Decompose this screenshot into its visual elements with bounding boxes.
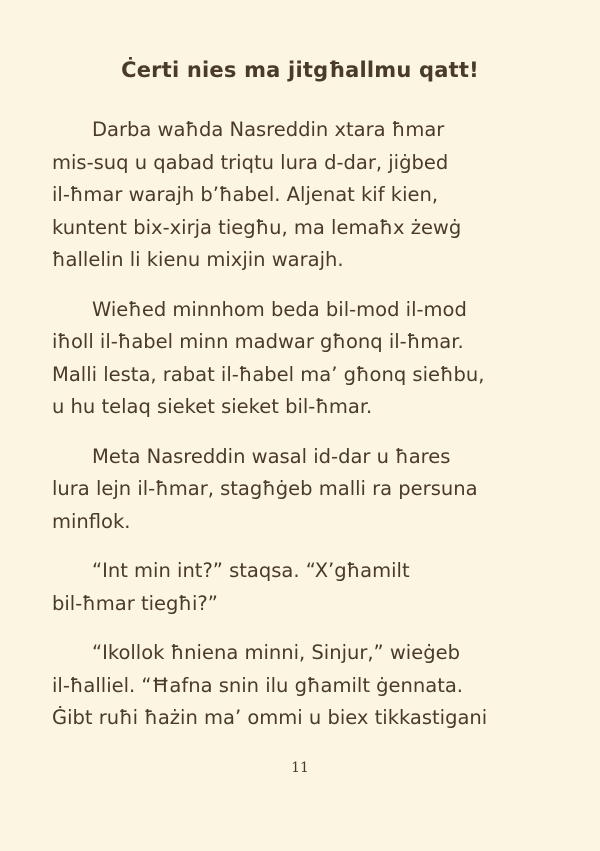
text-line: ħallelin li kienu mixjin warajh. bbox=[52, 248, 344, 271]
text-line: mis-suq u qabad triqtu lura d-dar, jiġbed bbox=[52, 150, 449, 174]
text-line: “Ikollok ħniena minni, Sinjur,” wieġeb bbox=[92, 641, 460, 664]
paragraph-2 bbox=[52, 294, 552, 424]
paragraph-3 bbox=[52, 441, 552, 539]
text-line: Wieħed minnhom beda bil-mod il-mod bbox=[92, 297, 467, 321]
text-line: Meta Nasreddin wasal id-dar u ħares bbox=[92, 444, 451, 468]
text-line: kuntent bix-xirja tiegħu, ma lemaħx żewġ bbox=[52, 215, 462, 239]
text-line: Malli lesta, rabat il-ħabel ma’ għonq sieħbu, bbox=[52, 362, 485, 386]
text-line: u hu telaq sieket sieket bil-ħmar. bbox=[52, 395, 373, 418]
text-line: minflok. bbox=[52, 509, 131, 533]
text-line: lura lejn il-ħmar, stagħġeb malli ra persuna bbox=[52, 477, 478, 500]
story-title: Ċerti nies ma jitgħallmu qatt! bbox=[121, 58, 479, 82]
text-line: il-ħmar warajh b’ħabel. Aljenat kif kien, bbox=[52, 183, 439, 206]
text-line: “Int min int?” staqsa. “X’għamilt bbox=[92, 559, 410, 582]
page-number: 11 bbox=[291, 760, 309, 776]
text-line: Darba waħda Nasreddin xtara ħmar bbox=[92, 118, 445, 141]
text-line: iħoll il-ħabel minn madwar għonq il-ħmar. bbox=[52, 330, 464, 353]
story-body bbox=[52, 114, 552, 752]
text-line: Ġibt ruħi ħażin ma’ ommi u biex tikkastigani bbox=[52, 706, 488, 729]
text-line: bil-ħmar tiegħi?” bbox=[52, 591, 218, 615]
text-line: il-ħalliel. “Ħafna snin ilu għamilt ġennata. bbox=[52, 673, 463, 697]
paragraph-4 bbox=[52, 555, 552, 620]
paragraph-1 bbox=[52, 114, 552, 277]
paragraph-5 bbox=[52, 637, 552, 735]
